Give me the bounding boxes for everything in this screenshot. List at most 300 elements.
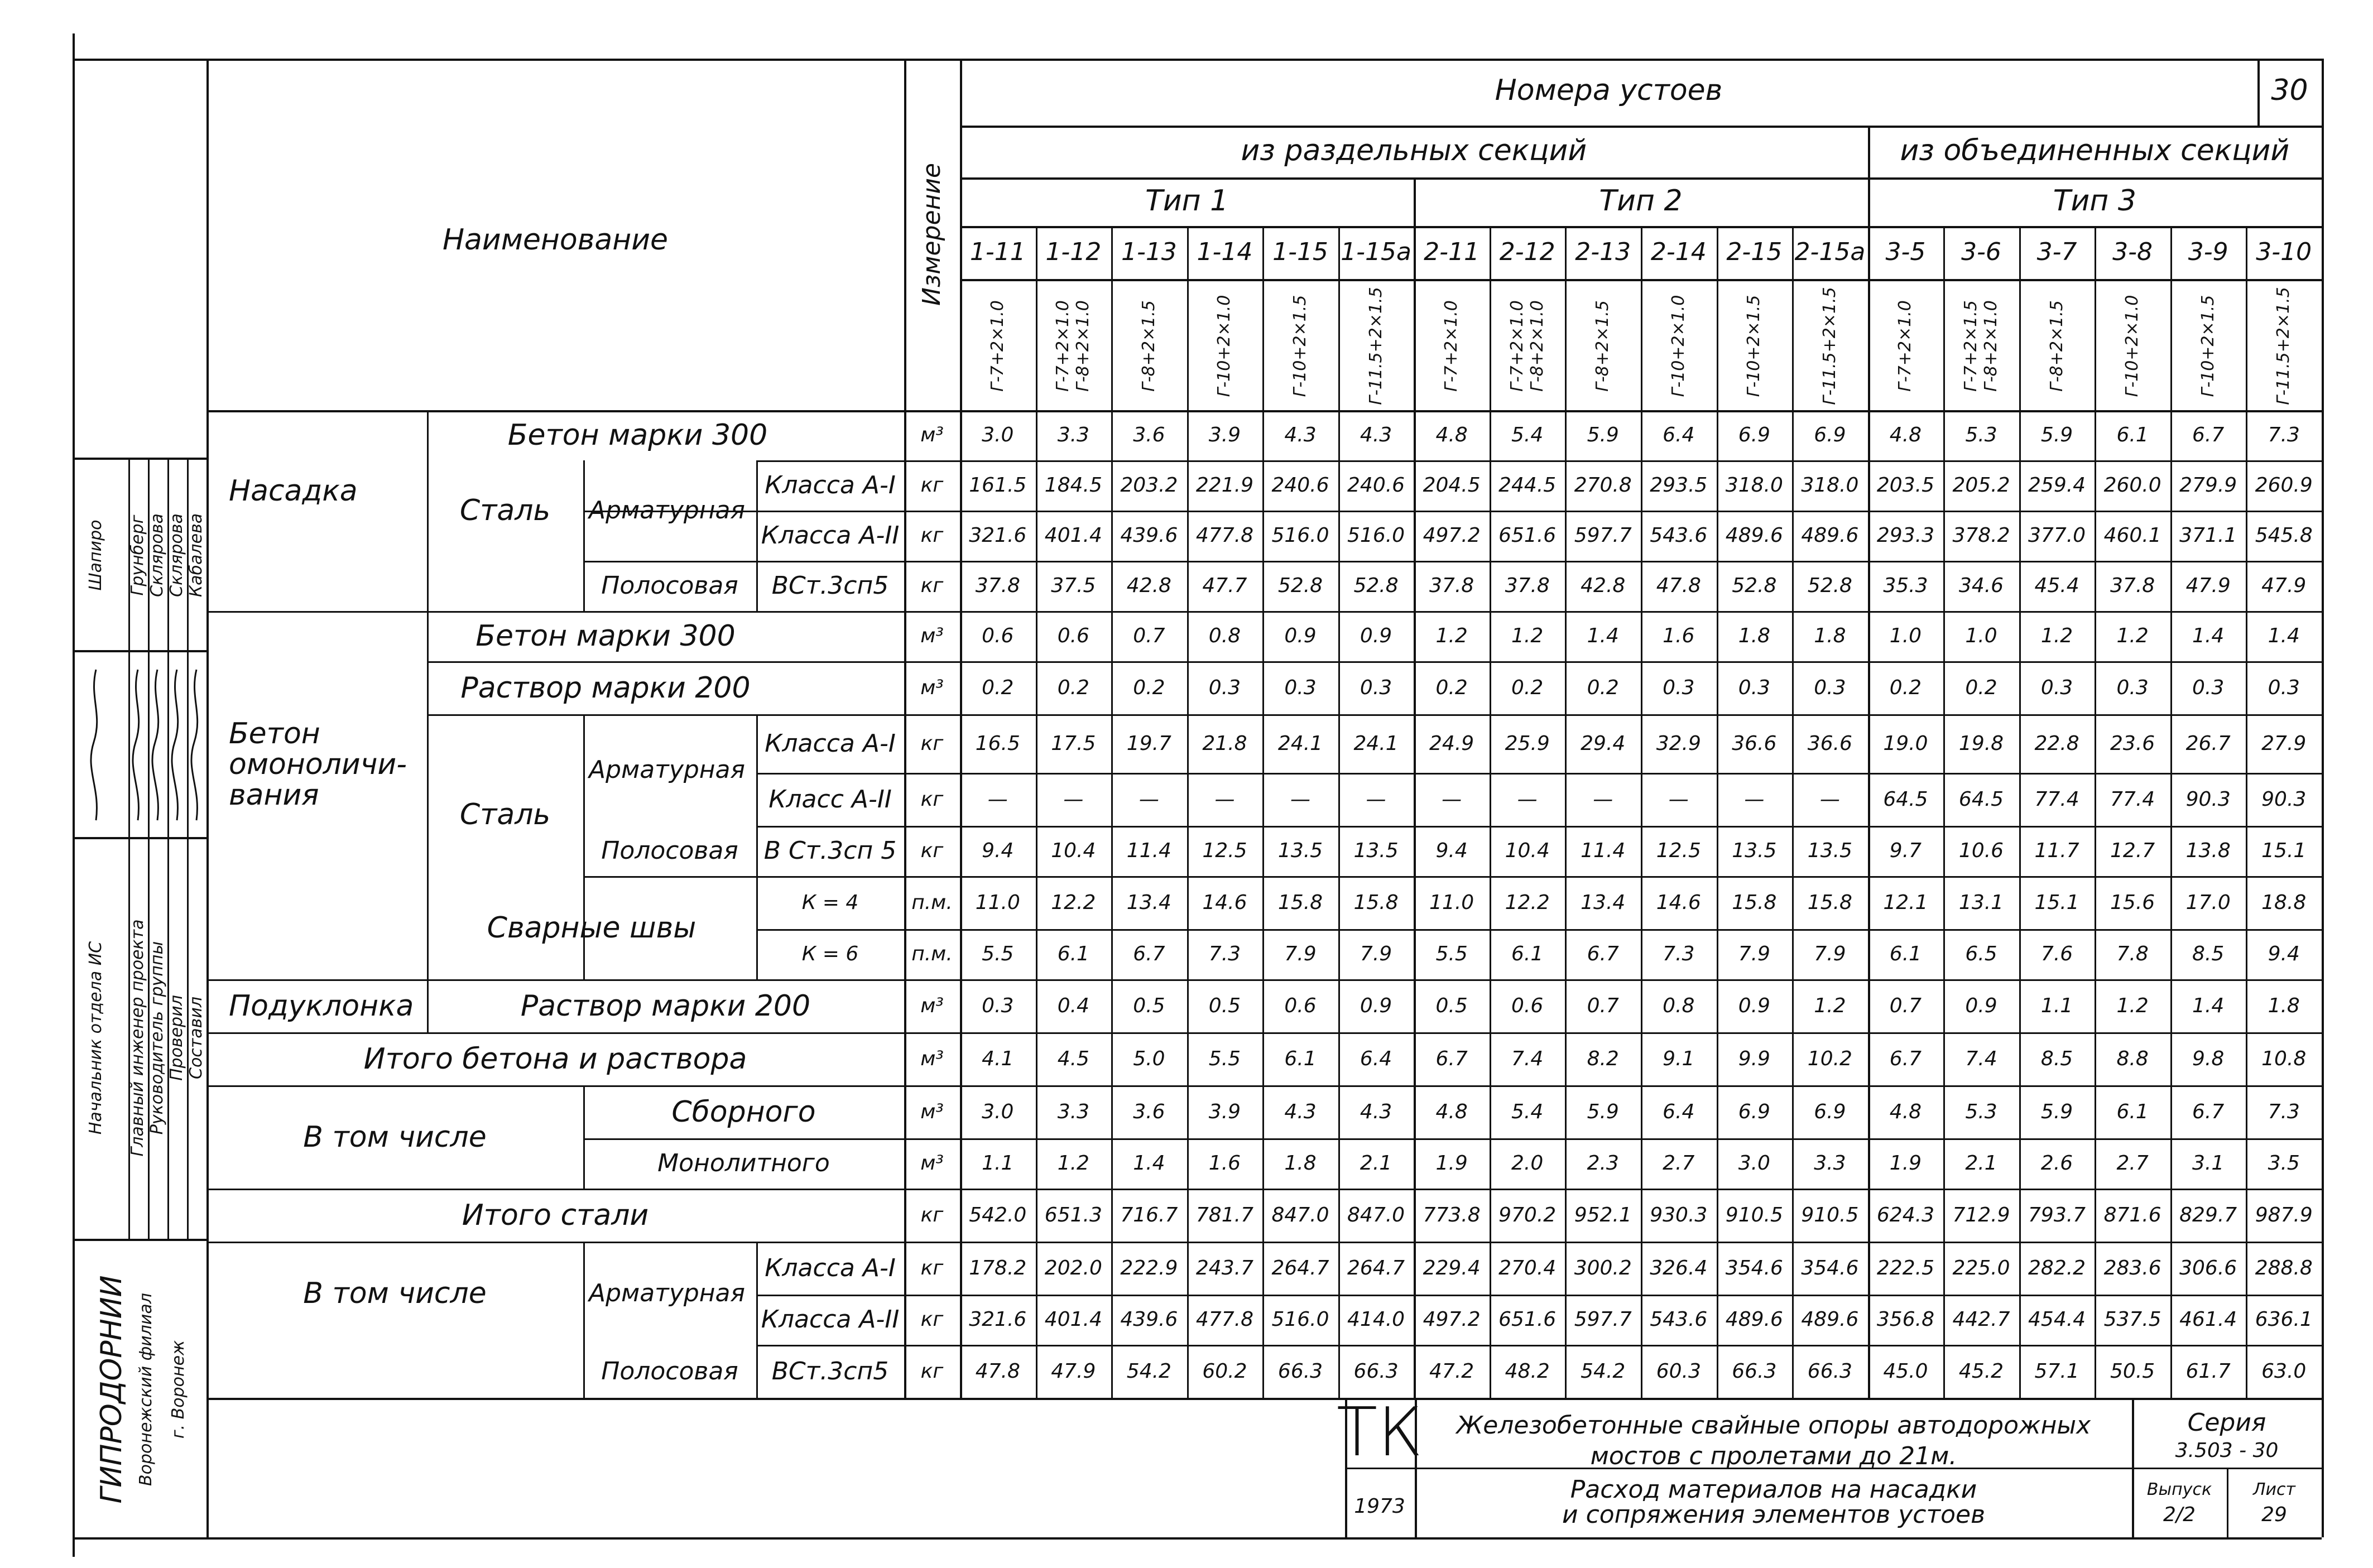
unit-cell: м³ [920, 676, 944, 699]
column-dimension: Г-7+2×1.0 [1507, 300, 1527, 392]
data-cell: 205.2 [1952, 474, 2010, 497]
data-cell: — [987, 787, 1008, 811]
data-cell: 636.1 [2255, 1308, 2313, 1331]
label-armaturnaya: Арматурная [589, 496, 745, 525]
data-cell: — [1139, 787, 1159, 811]
header-name: Наименование [442, 223, 669, 257]
data-cell: 77.4 [2034, 787, 2079, 811]
data-cell: 15.1 [2034, 891, 2079, 914]
data-cell: 712.9 [1952, 1203, 2010, 1226]
data-cell: 0.2 [1889, 676, 1922, 699]
data-cell: 1.2 [2116, 624, 2149, 647]
column-line [2095, 226, 2096, 1398]
data-cell: 203.2 [1120, 474, 1178, 497]
label-vst3sp5: ВСт.3сп5 [771, 571, 889, 600]
data-cell: 9.4 [982, 839, 1014, 862]
data-cell: 0.3 [1663, 676, 1695, 699]
data-cell: 1.8 [1738, 624, 1770, 647]
label-beton-omon: вания [229, 778, 319, 812]
label-vst3sp5-b: В Ст.3сп 5 [763, 836, 897, 865]
data-cell: 34.6 [1958, 574, 2004, 597]
data-cell: 66.3 [1732, 1359, 1777, 1383]
data-cell: 401.4 [1044, 1308, 1102, 1331]
stamp-line [73, 458, 206, 460]
data-cell: 12.2 [1051, 891, 1096, 914]
data-cell: 716.7 [1120, 1203, 1178, 1226]
data-cell: 326.4 [1650, 1256, 1708, 1280]
data-cell: 414.0 [1347, 1308, 1405, 1331]
row-line [206, 979, 2322, 981]
label-rastvor200: Раствор марки 200 [460, 671, 751, 705]
label-vst3sp5-c: ВСт.3сп5 [771, 1357, 889, 1386]
column-dimension: Г-7+2×1.0 [987, 300, 1007, 392]
data-cell: 6.5 [1965, 942, 1997, 965]
data-cell: 229.4 [1423, 1256, 1481, 1280]
data-cell: 829.7 [2179, 1203, 2237, 1226]
data-cell: 4.8 [1889, 1100, 1922, 1123]
data-cell: 52.8 [1353, 574, 1399, 597]
data-cell: 6.7 [1889, 1047, 1922, 1070]
data-cell: 5.9 [1587, 424, 1619, 446]
data-cell: 15.1 [2261, 839, 2307, 862]
stamp-name: Грунберг [128, 514, 147, 596]
stamp-name: Шапиро [86, 520, 105, 591]
data-cell: 1.4 [2192, 624, 2225, 647]
data-cell: 489.6 [1801, 1308, 1859, 1331]
column-line [2170, 226, 2172, 1398]
frame-top [73, 59, 2322, 61]
unit-cell: м³ [920, 1100, 944, 1123]
data-cell: 19.7 [1126, 732, 1171, 755]
column-line [1187, 226, 1189, 1398]
label-stal-b: Сталь [459, 798, 551, 831]
data-cell: 11.0 [1429, 891, 1474, 914]
data-cell: 47.2 [1429, 1359, 1474, 1383]
data-cell: 203.5 [1876, 474, 1934, 497]
row-line [583, 876, 2322, 878]
unit-cell: м³ [920, 994, 944, 1017]
data-cell: 377.0 [2028, 524, 2086, 547]
stamp-org-branch: Воронежский филиал [136, 1293, 156, 1486]
column-number: 1-15 [1272, 238, 1328, 266]
tb-series-label: Серия [2187, 1408, 2266, 1437]
data-cell: 17.5 [1051, 732, 1096, 755]
unit-cell: кг [920, 1256, 944, 1280]
column-line [1490, 226, 1491, 1398]
row-line [756, 929, 2322, 931]
data-cell: 1.0 [1965, 624, 1997, 647]
data-cell: 10.4 [1505, 839, 1550, 862]
data-cell: 11.4 [1581, 839, 1626, 862]
column-line [1641, 226, 1642, 1398]
data-cell: 0.3 [1360, 676, 1392, 699]
row-line [756, 1345, 2322, 1346]
data-cell: 1.2 [2040, 624, 2073, 647]
tb-sheet-label: Лист [2252, 1480, 2296, 1499]
label-beton300-b: Бетон марки 300 [475, 619, 736, 653]
data-cell: 37.8 [2110, 574, 2155, 597]
data-cell: 0.9 [1360, 994, 1392, 1017]
column-dimension: Г-10+2×1.5 [1744, 295, 1764, 397]
frame-left [73, 33, 75, 1537]
data-cell: 37.5 [1051, 574, 1096, 597]
column-dimension: Г-11.5+2×1.5 [2274, 287, 2294, 405]
data-cell: 0.3 [1208, 676, 1241, 699]
unit-cell: кг [920, 1203, 944, 1226]
label-klass-a1-c: Класса А-I [765, 1253, 896, 1282]
label-col-line [583, 1085, 585, 1189]
column-line [1338, 226, 1340, 1398]
data-cell: 64.5 [1883, 787, 1928, 811]
unit-cell: м³ [920, 1047, 944, 1070]
data-cell: 5.0 [1133, 1047, 1165, 1070]
label-klass-a2: Класса А-II [761, 521, 900, 550]
data-cell: 781.7 [1195, 1203, 1253, 1226]
column-line [1717, 226, 1718, 1398]
column-number: 2-15a [1794, 238, 1866, 266]
stamp-position: Начальник отдела ИС [86, 941, 105, 1135]
data-cell: 0.6 [1511, 994, 1544, 1017]
data-cell: 6.7 [1435, 1047, 1468, 1070]
data-cell: 6.1 [1284, 1047, 1317, 1070]
label-col-line [583, 460, 585, 611]
data-cell: 3.6 [1133, 424, 1165, 446]
data-cell: 1.2 [1435, 624, 1468, 647]
header-type-1: Тип 1 [1145, 184, 1229, 218]
data-cell: 4.3 [1284, 1100, 1317, 1123]
data-cell: 6.9 [1738, 424, 1770, 446]
data-cell: 47.9 [2261, 574, 2307, 597]
header-line [960, 177, 2322, 180]
data-cell: 3.3 [1057, 424, 1089, 446]
data-cell: 42.8 [1126, 574, 1171, 597]
data-cell: 460.1 [2103, 524, 2161, 547]
data-cell: 7.6 [2040, 942, 2073, 965]
data-cell: 516.0 [1271, 1308, 1329, 1331]
column-dimension: Г-7+2×1.0 [1895, 300, 1915, 392]
data-cell: 21.8 [1202, 732, 1247, 755]
data-cell: 32.9 [1656, 732, 1701, 755]
data-cell: — [1442, 787, 1462, 811]
data-cell: 0.2 [1587, 676, 1619, 699]
data-cell: 9.4 [1435, 839, 1468, 862]
data-cell: 3.0 [982, 1100, 1014, 1123]
row-line [427, 661, 2322, 663]
data-cell: 63.0 [2261, 1359, 2307, 1383]
data-cell: 2.1 [1360, 1152, 1392, 1175]
stamp-name: Склярова [147, 513, 167, 597]
data-cell: 910.5 [1725, 1203, 1783, 1226]
column-number: 1-15a [1341, 238, 1411, 266]
column-dimension: Г-10+2×1.5 [2198, 295, 2218, 397]
data-cell: 987.9 [2255, 1203, 2313, 1226]
data-cell: 2.6 [2040, 1152, 2073, 1175]
column-dimension: Г-8+2×1.0 [1527, 300, 1547, 392]
data-cell: 6.7 [1587, 942, 1619, 965]
data-cell: 13.5 [1277, 839, 1323, 862]
row-line [583, 561, 2322, 562]
label-beton-omon: омоноличи- [229, 748, 407, 781]
data-cell: 0.9 [1965, 994, 1997, 1017]
column-line [1036, 226, 1037, 1398]
data-cell: 1.1 [2040, 994, 2073, 1017]
column-dimension: Г-10+2×1.0 [1668, 295, 1688, 397]
data-cell: 0.6 [982, 624, 1014, 647]
data-cell: 1.6 [1663, 624, 1695, 647]
data-cell: 4.5 [1057, 1047, 1089, 1070]
data-cell: 7.3 [1208, 942, 1241, 965]
row-line [583, 511, 2322, 512]
data-cell: 25.9 [1505, 732, 1550, 755]
data-cell: 6.1 [1889, 942, 1922, 965]
data-cell: 15.8 [1732, 891, 1777, 914]
data-cell: 489.6 [1801, 524, 1859, 547]
data-cell: 1.2 [2116, 994, 2149, 1017]
data-cell: 6.4 [1360, 1047, 1392, 1070]
data-cell: 9.4 [2268, 942, 2300, 965]
data-cell: 7.4 [1965, 1047, 1997, 1070]
column-dimension: Г-10+2×1.0 [1214, 295, 1234, 397]
data-cell: 15.8 [1277, 891, 1323, 914]
data-cell: 5.3 [1965, 1100, 1997, 1123]
data-cell: 1.0 [1889, 624, 1922, 647]
data-cell: 19.8 [1958, 732, 2004, 755]
stamp-position: Проверил [167, 995, 186, 1081]
data-cell: 17.0 [2185, 891, 2231, 914]
data-cell: 15.8 [1353, 891, 1399, 914]
data-cell: 60.2 [1202, 1359, 1247, 1383]
tb-line [2227, 1468, 2228, 1537]
column-line [1565, 226, 1567, 1398]
data-cell: 542.0 [969, 1203, 1027, 1226]
data-cell: 543.6 [1650, 524, 1708, 547]
header-type-3: Тип 3 [2053, 184, 2136, 218]
column-number: 3-9 [2188, 238, 2228, 266]
data-cell: 13.8 [2185, 839, 2231, 862]
row-line [756, 773, 2322, 775]
data-cell: 15.6 [2110, 891, 2155, 914]
unit-cell: кг [920, 524, 944, 547]
data-cell: 37.8 [975, 574, 1020, 597]
data-cell: 4.1 [982, 1047, 1014, 1070]
data-cell: 0.2 [1965, 676, 1997, 699]
label-col-line [756, 876, 758, 979]
data-cell: 19.0 [1883, 732, 1928, 755]
data-cell: 952.1 [1574, 1203, 1632, 1226]
data-cell: 4.8 [1435, 424, 1468, 446]
data-cell: 6.7 [1133, 942, 1165, 965]
frame-tick [73, 1537, 75, 1557]
unit-cell: кг [920, 1308, 944, 1331]
data-cell: 3.9 [1208, 424, 1241, 446]
data-cell: 5.9 [1587, 1100, 1619, 1123]
label-klass-a1: Класса А-I [765, 471, 896, 499]
data-cell: 930.3 [1650, 1203, 1708, 1226]
label-sbornogo: Сборного [671, 1095, 816, 1129]
type-divider [1414, 177, 1416, 1398]
unit-cell: кг [920, 732, 944, 755]
data-cell: 50.5 [2110, 1359, 2155, 1383]
label-stal: Сталь [459, 494, 551, 527]
data-cell: 793.7 [2028, 1203, 2086, 1226]
data-cell: 545.8 [2255, 524, 2313, 547]
label-armaturnaya-c: Арматурная [589, 1278, 745, 1307]
data-cell: 7.3 [2268, 424, 2300, 446]
data-cell: 52.8 [1807, 574, 1852, 597]
column-number: 3-7 [2036, 238, 2077, 266]
label-polosovaya-b: Полосовая [601, 836, 738, 865]
label-klass-a2-c: Класса А-II [761, 1305, 900, 1334]
data-cell: 0.7 [1889, 994, 1922, 1017]
label-col-line [756, 460, 758, 611]
data-cell: 6.4 [1663, 1100, 1695, 1123]
label-k4: К = 4 [801, 891, 859, 914]
data-cell: 24.1 [1353, 732, 1399, 755]
data-cell: 4.8 [1889, 424, 1922, 446]
data-cell: 5.5 [982, 942, 1014, 965]
column-dimension: Г-8+2×1.5 [1139, 300, 1159, 392]
column-number: 3-5 [1885, 238, 1926, 266]
tb-title-1: Железобетонные свайные опоры автодорожных [1456, 1411, 2091, 1440]
data-cell: 54.2 [1126, 1359, 1171, 1383]
data-cell: — [1593, 787, 1613, 811]
data-cell: 1.8 [1284, 1152, 1317, 1175]
data-cell: 0.8 [1663, 994, 1695, 1017]
unit-cell: м³ [920, 424, 944, 446]
data-cell: 5.9 [2040, 424, 2073, 446]
unit-cell: п.м. [911, 891, 953, 914]
data-cell: 0.6 [1057, 624, 1089, 647]
data-cell: 6.1 [1511, 942, 1544, 965]
data-cell: 5.4 [1511, 424, 1544, 446]
column-number: 3-8 [2112, 238, 2153, 266]
data-cell: 5.4 [1511, 1100, 1544, 1123]
data-cell: 18.8 [2261, 891, 2307, 914]
data-cell: 45.0 [1883, 1359, 1928, 1383]
frame-right [2322, 59, 2324, 1537]
column-dimension: Г-8+2×1.5 [2047, 300, 2067, 392]
data-cell: 0.3 [2116, 676, 2149, 699]
data-cell: 6.9 [1814, 424, 1846, 446]
data-cell: 240.6 [1271, 474, 1329, 497]
data-cell: 489.6 [1725, 524, 1783, 547]
label-monolitnogo: Монолитного [657, 1149, 830, 1177]
data-cell: 0.7 [1587, 994, 1619, 1017]
data-cell: 161.5 [969, 474, 1027, 497]
column-line [2019, 226, 2021, 1398]
data-cell: 6.9 [1814, 1100, 1846, 1123]
data-cell: — [1063, 787, 1084, 811]
data-cell: 12.5 [1202, 839, 1247, 862]
data-cell: 477.8 [1195, 524, 1253, 547]
data-cell: 0.9 [1284, 624, 1317, 647]
label-k6: К = 6 [801, 942, 859, 965]
column-dimension: Г-11.5+2×1.5 [1819, 287, 1839, 405]
data-cell: 0.5 [1435, 994, 1468, 1017]
data-cell: 0.2 [982, 676, 1014, 699]
stamp-org-city: г. Воронеж [169, 1340, 188, 1439]
data-cell: 24.9 [1429, 732, 1474, 755]
data-cell: 64.5 [1958, 787, 2004, 811]
data-cell: 0.3 [2268, 676, 2300, 699]
data-cell: 13.5 [1353, 839, 1399, 862]
sheet-number-box [2257, 59, 2260, 126]
row-line [756, 460, 2322, 462]
stamp-line [73, 837, 206, 839]
data-cell: 293.5 [1650, 474, 1708, 497]
data-cell: 7.9 [1814, 942, 1846, 965]
data-cell: 90.3 [2185, 787, 2231, 811]
data-cell: 321.6 [969, 1308, 1027, 1331]
column-dimension: Г-8+2×1.5 [1593, 300, 1613, 392]
data-cell: — [1517, 787, 1538, 811]
data-cell: 2.7 [1663, 1152, 1695, 1175]
row-line [206, 1242, 2322, 1243]
table-left-border [206, 59, 209, 1537]
data-cell: — [1290, 787, 1310, 811]
data-cell: 773.8 [1423, 1203, 1481, 1226]
data-cell: 13.4 [1126, 891, 1171, 914]
data-cell: 7.3 [2268, 1100, 2300, 1123]
data-cell: 0.7 [1133, 624, 1165, 647]
column-number: 1-14 [1197, 238, 1253, 266]
data-cell: 222.9 [1120, 1256, 1178, 1280]
data-cell: 9.1 [1663, 1047, 1695, 1070]
row-line [427, 714, 2322, 716]
data-cell: 371.1 [2179, 524, 2237, 547]
label-beton300: Бетон марки 300 [507, 419, 768, 452]
stamp-position: Руководитель группы [147, 941, 167, 1135]
row-line [583, 1138, 2322, 1140]
label-col-line [583, 1242, 585, 1398]
data-cell: 270.4 [1498, 1256, 1557, 1280]
data-cell: 22.8 [2034, 732, 2079, 755]
data-cell: 7.9 [1738, 942, 1770, 965]
data-cell: 29.4 [1581, 732, 1626, 755]
data-cell: 57.1 [2034, 1359, 2079, 1383]
data-cell: 225.0 [1952, 1256, 2010, 1280]
data-cell: 1.9 [1435, 1152, 1468, 1175]
row-line [206, 1398, 2322, 1400]
data-cell: 0.4 [1057, 994, 1089, 1017]
column-number: 2-14 [1650, 238, 1707, 266]
data-cell: 52.8 [1732, 574, 1777, 597]
data-cell: 23.6 [2110, 732, 2155, 755]
label-armaturnaya-b: Арматурная [589, 756, 745, 784]
column-dimension: Г-10+2×1.5 [1290, 295, 1310, 397]
data-cell: 1.2 [1511, 624, 1544, 647]
unit-cell: кг [920, 787, 944, 811]
column-line [1792, 226, 1794, 1398]
column-number: 3-10 [2256, 238, 2312, 266]
data-cell: 3.3 [1057, 1100, 1089, 1123]
data-cell: 6.9 [1738, 1100, 1770, 1123]
data-cell: 1.9 [1889, 1152, 1922, 1175]
group-divider [1868, 126, 1870, 1398]
data-cell: 3.0 [1738, 1152, 1770, 1175]
data-cell: 13.5 [1732, 839, 1777, 862]
data-cell: 2.0 [1511, 1152, 1544, 1175]
data-cell: 264.7 [1347, 1256, 1405, 1280]
data-cell: 16.5 [975, 732, 1020, 755]
data-cell: 9.7 [1889, 839, 1922, 862]
data-cell: 7.9 [1360, 942, 1392, 965]
label-polosovaya: Полосовая [601, 571, 738, 600]
data-cell: 260.9 [2255, 474, 2313, 497]
data-cell: 293.3 [1876, 524, 1934, 547]
data-cell: 37.8 [1505, 574, 1550, 597]
data-cell: 12.5 [1656, 839, 1701, 862]
